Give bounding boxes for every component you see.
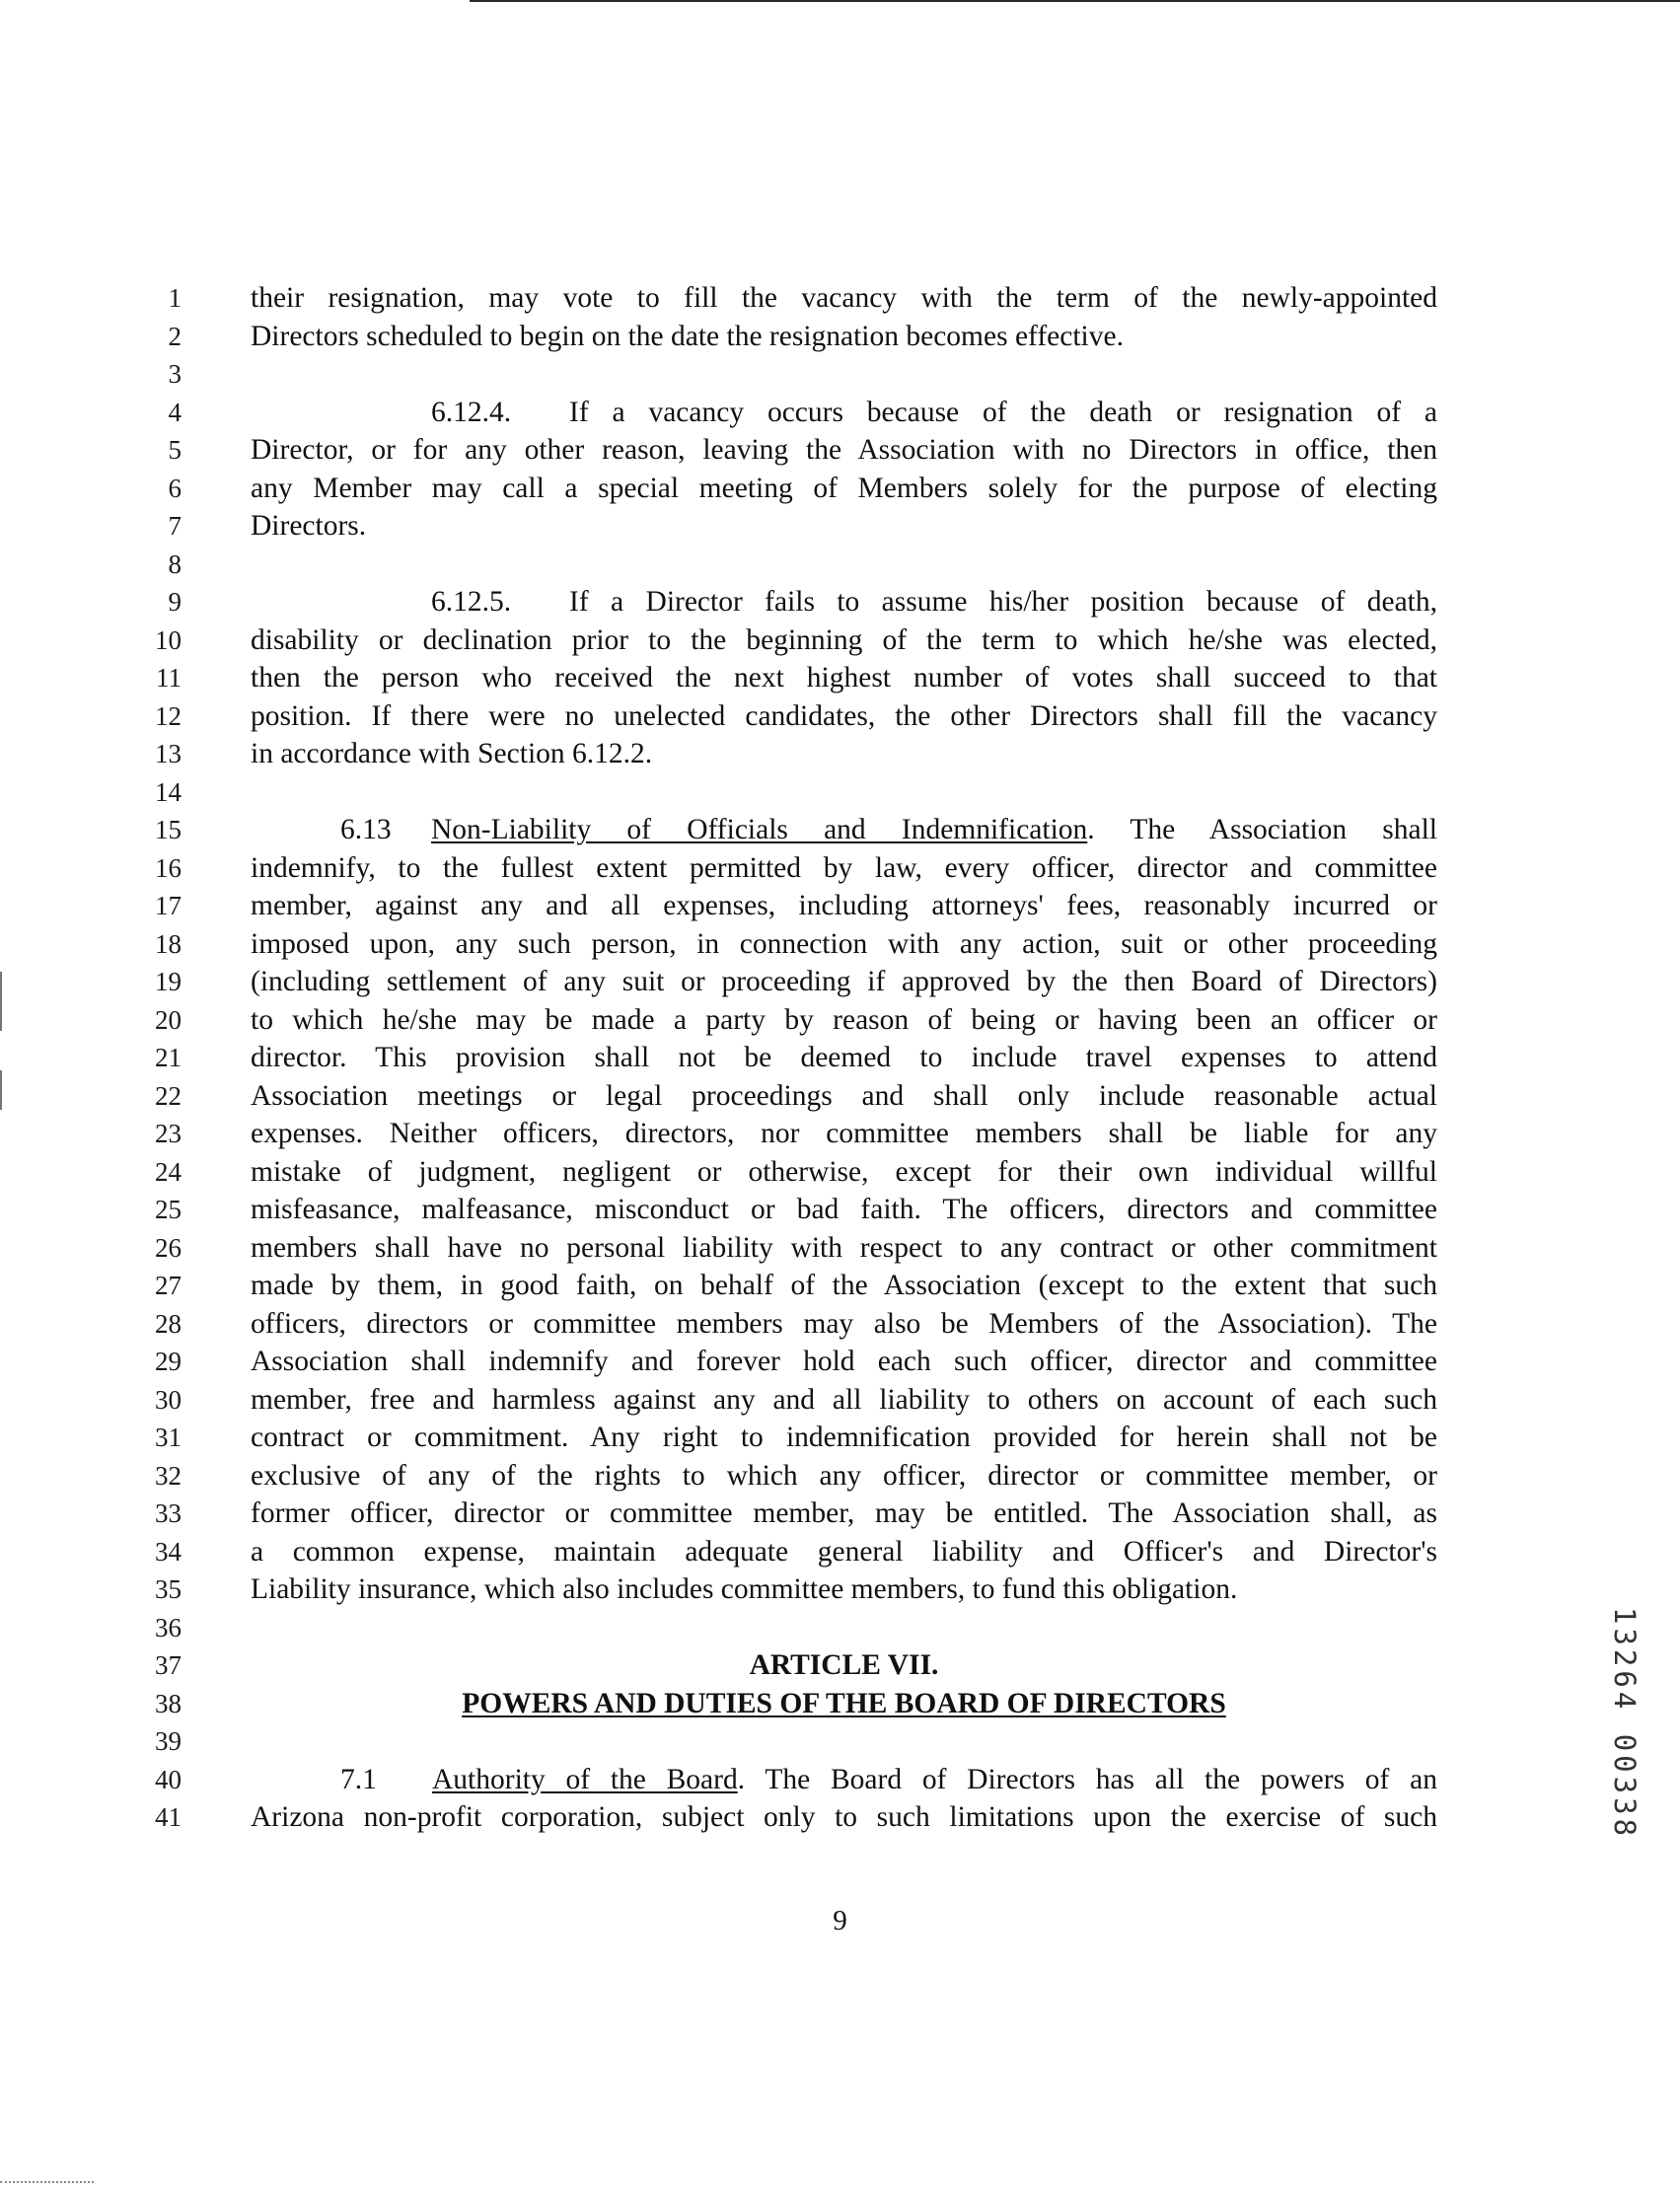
section-number: 6.13	[340, 814, 392, 845]
line-28	[0, 1305, 1680, 1344]
line-text: in accordance with Section 6.12.2.	[251, 738, 653, 769]
line-36	[0, 1609, 1680, 1647]
line-39	[0, 1722, 1680, 1761]
line-text	[431, 583, 1437, 621]
line-number: 40	[155, 1764, 182, 1794]
line-text: their resignation, may vote to fill the vacancy with the term of the newly-appointed	[251, 282, 1437, 314]
top-rule	[470, 0, 1680, 2]
section-number: 6.12.4.	[431, 396, 512, 428]
line-number: 14	[155, 776, 182, 807]
recording-stamp-text: 13264 00338	[1608, 1606, 1642, 1841]
line-4	[0, 394, 1680, 432]
line-number: 31	[155, 1423, 182, 1452]
line-number: 17	[155, 891, 182, 920]
line-number: 20	[155, 1004, 182, 1035]
line-number: 37	[155, 1650, 182, 1680]
line-text	[340, 1761, 1437, 1799]
line-text: member, against any and all expenses, including attorneys' fees, reasonably incurred or	[251, 890, 1437, 921]
line-29	[0, 1343, 1680, 1381]
line-3	[0, 355, 1680, 394]
line-number: 38	[155, 1688, 182, 1718]
line-number: 26	[155, 1232, 182, 1263]
line-number: 21	[155, 1043, 182, 1072]
line-text: to which he/she may be made a party by reason of being or having been an officer or	[251, 1003, 1437, 1036]
line-text: Arizona non-profit corporation, subject only to such limitations upon the exercise of such	[251, 1801, 1437, 1833]
line-number: 22	[155, 1080, 182, 1111]
line-16	[0, 849, 1680, 888]
line-number: 41	[155, 1802, 182, 1832]
line-number: 23	[155, 1119, 182, 1148]
line-number: 29	[155, 1347, 182, 1376]
article-title: ARTICLE VII.	[749, 1649, 939, 1681]
article-heading-text: POWERS AND DUTIES OF THE BOARD OF DIRECTORS	[462, 1687, 1226, 1719]
line-number: 4	[168, 397, 182, 427]
line-32	[0, 1457, 1680, 1496]
line-35	[0, 1570, 1680, 1609]
line-6	[0, 470, 1680, 508]
line-number: 30	[155, 1384, 182, 1415]
line-9	[0, 583, 1680, 621]
line-21	[0, 1039, 1680, 1077]
line-number: 27	[155, 1271, 182, 1300]
line-text: Director, or for any other reason, leaving the Association with no Directors in office, then	[251, 434, 1437, 466]
line-number: 19	[155, 967, 182, 996]
line-text: mistake of judgment, negligent or otherwise, except for their own individual willful	[251, 1155, 1437, 1188]
section-heading: Non-Liability of Officials and Indemnification	[431, 814, 1088, 845]
section-heading: Authority of the Board	[432, 1763, 738, 1795]
line-text: a common expense, maintain adequate general liability and Officer's and Director's	[251, 1535, 1437, 1568]
line-text-content: . The Board of Directors has all the powers of an	[737, 1763, 1437, 1795]
line-text: (including settlement of any suit or proceeding if approved by the then Board of Directors)	[251, 966, 1437, 997]
line-text: officers, directors or committee members may also be Members of the Association). The	[251, 1307, 1437, 1340]
line-23	[0, 1115, 1680, 1153]
line-26	[0, 1229, 1680, 1268]
line-8	[0, 546, 1680, 584]
line-text: Liability insurance, which also includes committee members, to fund this obligation.	[251, 1573, 1238, 1605]
line-12	[0, 697, 1680, 736]
line-14	[0, 773, 1680, 812]
line-19	[0, 963, 1680, 1001]
line-number: 7	[168, 511, 182, 541]
line-30	[0, 1381, 1680, 1420]
line-number: 6	[168, 473, 182, 503]
line-25	[0, 1191, 1680, 1229]
line-text: misfeasance, malfeasance, misconduct or bad faith. The officers, directors and committee	[251, 1194, 1437, 1225]
line-number: 11	[156, 663, 182, 693]
line-text: members shall have no personal liability with respect to any contract or other commitment	[251, 1231, 1437, 1264]
scan-artifact	[0, 2181, 94, 2186]
line-number: 13	[155, 739, 182, 768]
line-24	[0, 1153, 1680, 1192]
line-number: 2	[168, 321, 182, 351]
line-number: 39	[155, 1726, 182, 1756]
line-1	[0, 279, 1680, 318]
line-27	[0, 1267, 1680, 1305]
line-41	[0, 1798, 1680, 1837]
line-22	[0, 1077, 1680, 1116]
line-number: 36	[155, 1612, 182, 1642]
article-heading	[251, 1685, 1437, 1723]
line-number: 24	[155, 1156, 182, 1187]
line-number: 34	[155, 1536, 182, 1567]
line-text	[431, 394, 1437, 432]
document-body	[0, 279, 1680, 1837]
line-number: 8	[168, 548, 182, 579]
line-text: indemnify, to the fullest extent permitted by law, every officer, director and committee	[251, 851, 1437, 884]
line-text: then the person who received the next highest number of votes shall succeed to that	[251, 662, 1437, 693]
line-text: Association meetings or legal proceedings and shall only include reasonable actual	[251, 1079, 1437, 1112]
line-text: Directors scheduled to begin on the date the resignation becomes effective.	[251, 320, 1124, 352]
line-text: expenses. Neither officers, directors, nor committee members shall be liable for any	[251, 1118, 1437, 1149]
line-7	[0, 507, 1680, 546]
line-text: position. If there were no unelected candidates, the other Directors shall fill the vacancy	[251, 699, 1437, 732]
line-34	[0, 1533, 1680, 1571]
line-text-content: If a vacancy occurs because of the death or resignation of a	[569, 396, 1437, 428]
line-number: 16	[155, 852, 182, 883]
line-number: 25	[155, 1195, 182, 1224]
line-number: 3	[168, 359, 182, 389]
line-text: imposed upon, any such person, in connection with any action, suit or other proceeding	[251, 927, 1437, 960]
line-15	[0, 811, 1680, 849]
line-17	[0, 887, 1680, 925]
line-text: any Member may call a special meeting of Members solely for the purpose of electing	[251, 472, 1437, 504]
line-10	[0, 621, 1680, 660]
line-20	[0, 1001, 1680, 1040]
line-text: former officer, director or committee member, may be entitled. The Association shall, as	[251, 1497, 1437, 1529]
line-text: member, free and harmless against any and all liability to others on account of each such	[251, 1383, 1437, 1416]
recording-stamp	[1603, 1590, 1646, 1857]
line-text: Directors.	[251, 510, 367, 542]
line-number: 33	[155, 1498, 182, 1528]
line-text-content: . The Association shall	[1087, 814, 1437, 845]
line-2	[0, 318, 1680, 356]
line-40	[0, 1761, 1680, 1799]
line-number: 1	[168, 283, 182, 313]
line-number: 12	[155, 700, 182, 731]
line-number: 32	[155, 1460, 182, 1491]
line-text-content: If a Director fails to assume his/her position because of death,	[569, 586, 1437, 618]
line-13	[0, 735, 1680, 773]
line-number: 35	[155, 1574, 182, 1604]
line-text: Association shall indemnify and forever hold each such officer, director and committee	[251, 1346, 1437, 1377]
line-text: disability or declination prior to the beginning of the term to which he/she was elected,	[251, 623, 1437, 656]
line-text: contract or commitment. Any right to indemnification provided for herein shall not be	[251, 1422, 1437, 1453]
page-number: 9	[833, 1905, 847, 1936]
line-text: exclusive of any of the rights to which any officer, director or committee member, or	[251, 1459, 1437, 1492]
line-number: 9	[168, 587, 182, 617]
line-number: 18	[155, 928, 182, 959]
line-text	[340, 811, 1437, 849]
line-37	[0, 1646, 1680, 1685]
line-text: made by them, in good faith, on behalf of the Association (except to the extent that such	[251, 1270, 1437, 1301]
line-number: 28	[155, 1308, 182, 1339]
section-number: 6.12.5.	[431, 586, 512, 618]
section-number: 7.1	[340, 1763, 377, 1795]
line-33	[0, 1495, 1680, 1533]
line-18	[0, 925, 1680, 964]
line-number: 5	[168, 435, 182, 465]
line-11	[0, 659, 1680, 697]
line-5	[0, 431, 1680, 470]
line-number: 15	[155, 815, 182, 844]
line-text: director. This provision shall not be deemed to include travel expenses to attend	[251, 1042, 1437, 1073]
line-38	[0, 1685, 1680, 1723]
line-31	[0, 1419, 1680, 1457]
line-number: 10	[155, 624, 182, 655]
